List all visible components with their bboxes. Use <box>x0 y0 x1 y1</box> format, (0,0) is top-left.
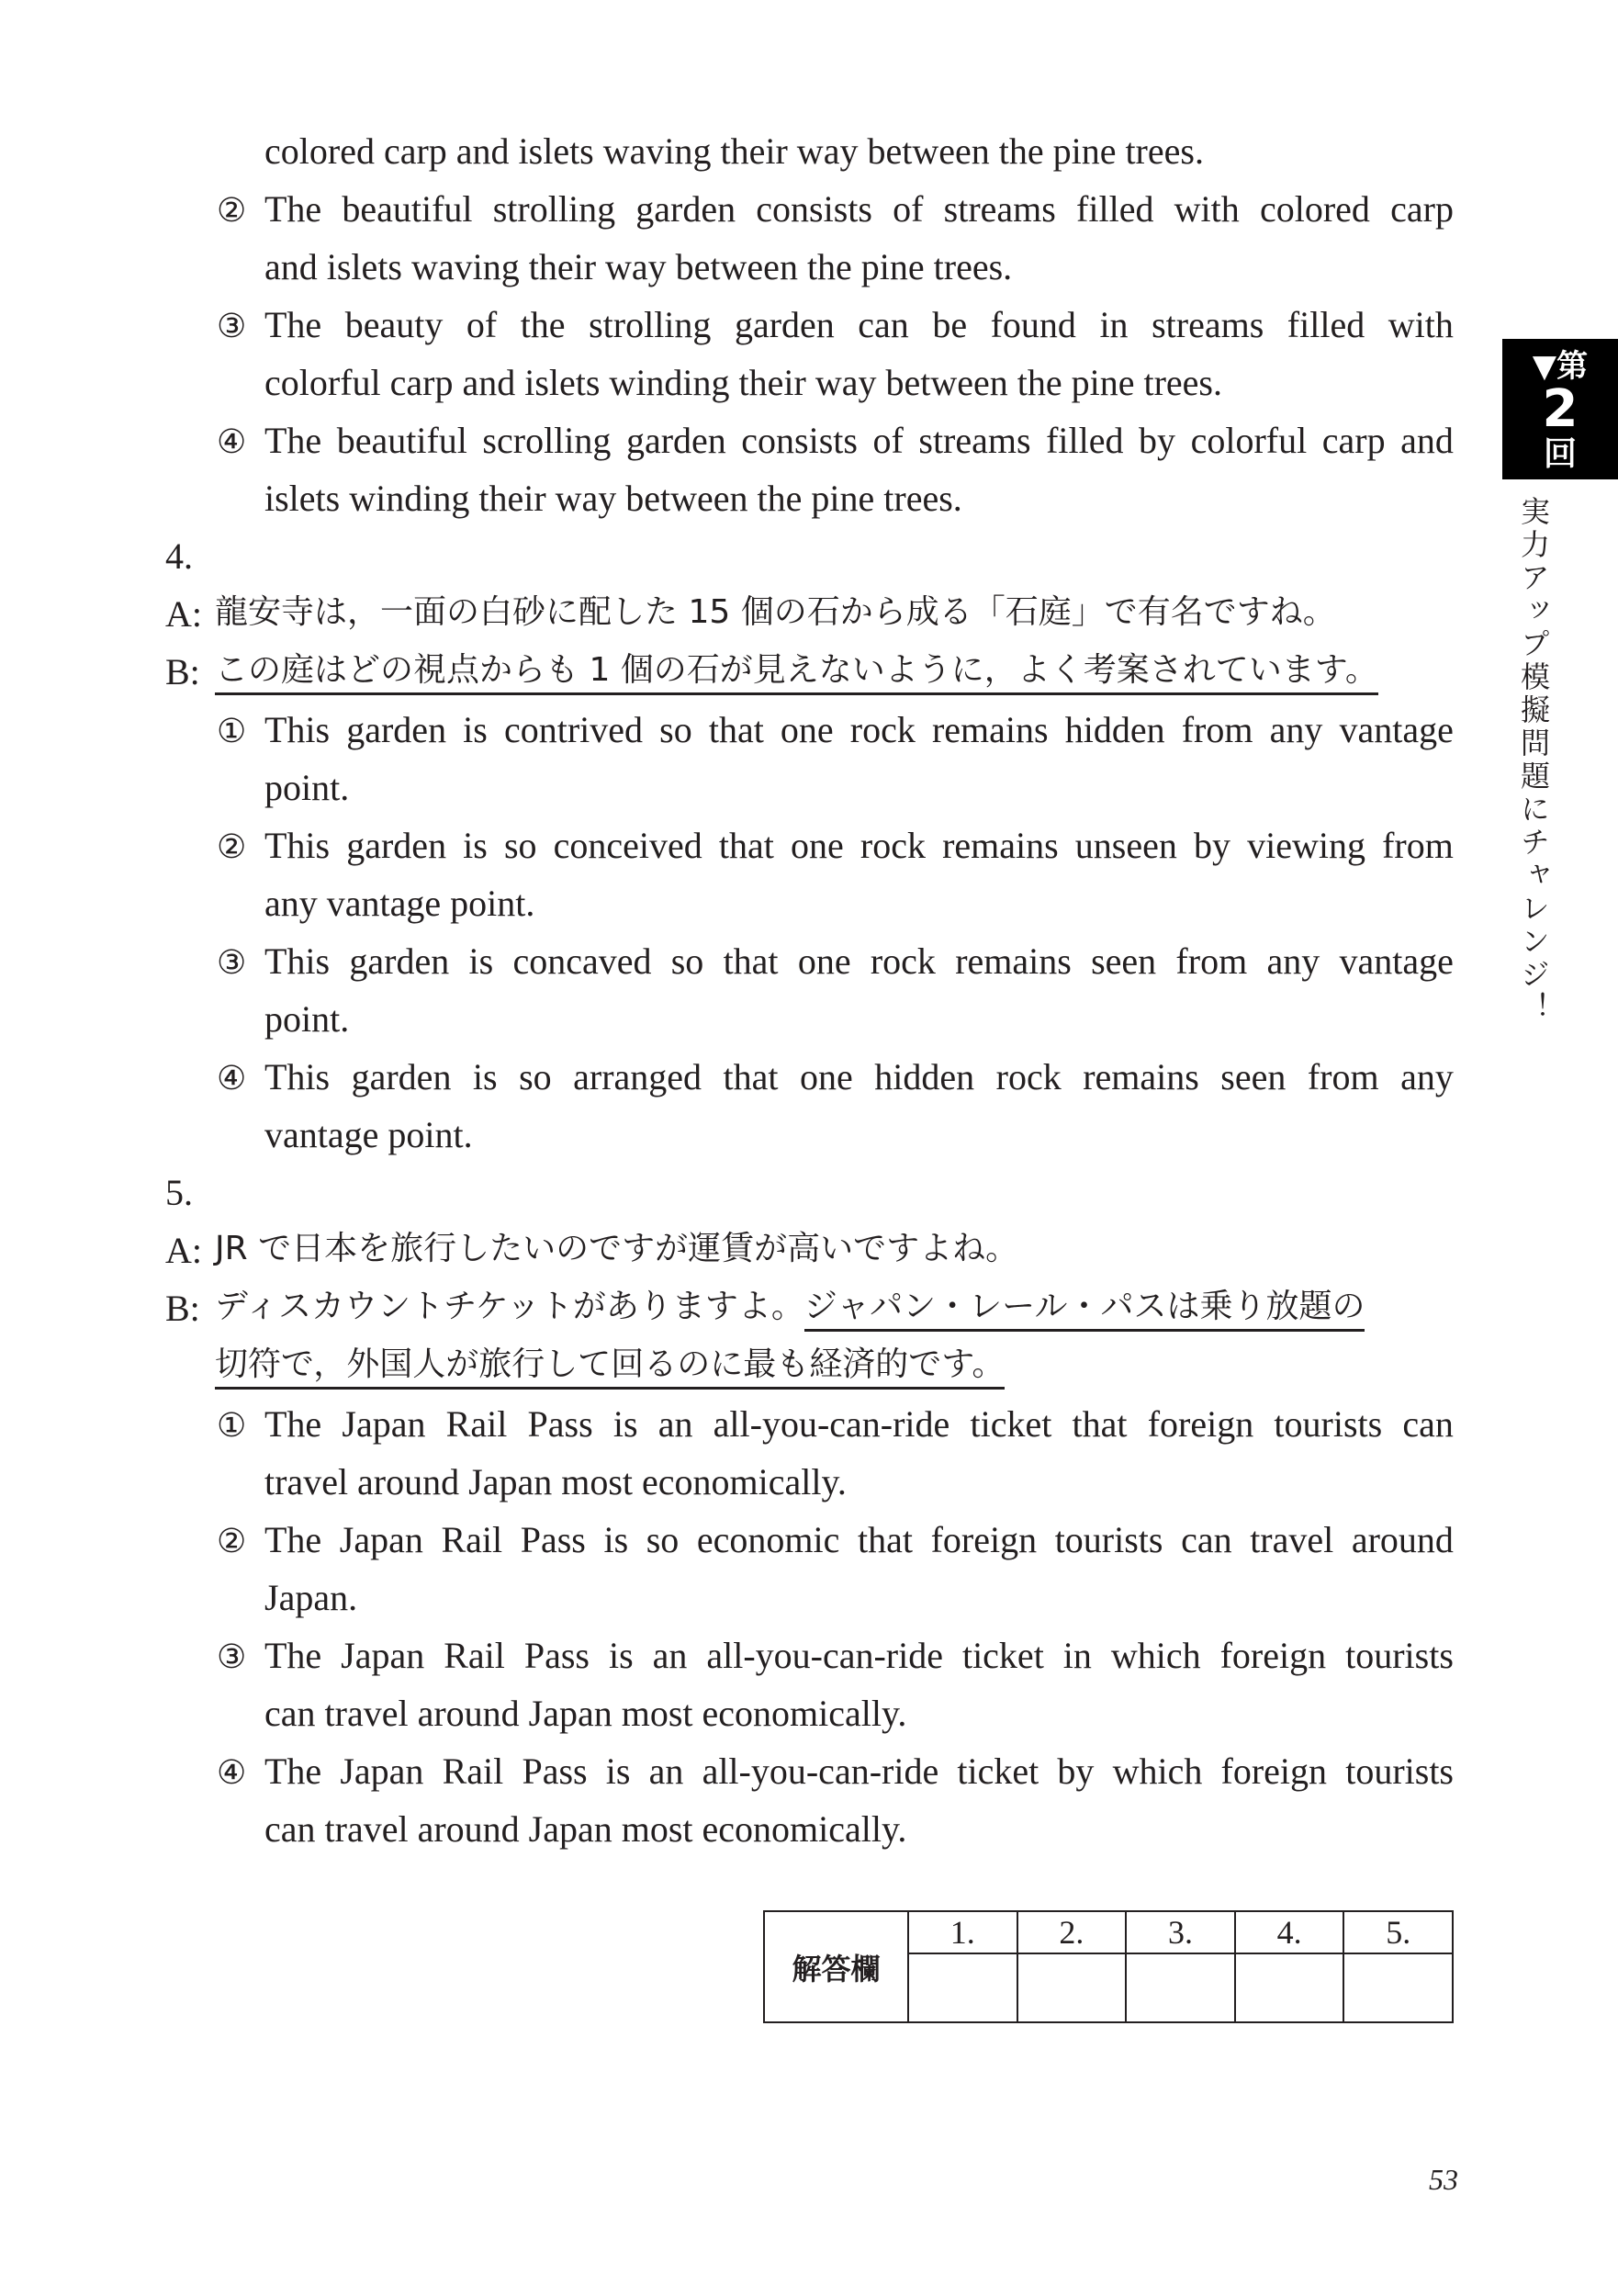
word: garden <box>635 188 736 230</box>
word: hidden <box>1064 709 1165 750</box>
word: an <box>648 1750 684 1792</box>
word: The <box>264 304 322 345</box>
word: so <box>659 709 692 750</box>
word: garden <box>351 1056 452 1097</box>
word: The <box>264 1635 322 1676</box>
word: Rail <box>441 1519 503 1560</box>
word: be <box>932 304 968 345</box>
word: is <box>603 1519 629 1560</box>
word: filled <box>1076 188 1154 230</box>
word: strolling <box>492 188 616 230</box>
word: remains <box>931 709 1049 750</box>
word: with <box>1174 188 1240 230</box>
word: concaved <box>512 940 652 982</box>
q4-option-2-line1 <box>264 827 1454 868</box>
word: unseen <box>1074 825 1177 866</box>
option-number: ④ <box>217 1060 247 1097</box>
word: The <box>264 420 322 461</box>
q4-option-4 <box>217 1059 263 1099</box>
word: viewing <box>1247 825 1365 866</box>
word: ticket <box>970 1403 1052 1445</box>
word: from <box>1382 825 1454 866</box>
q5-option-4-line2: can travel around Japan most economically. <box>264 1808 907 1850</box>
word: seen <box>1091 940 1157 982</box>
word: is <box>612 1403 638 1445</box>
word: an <box>652 1635 688 1676</box>
word: The <box>264 1750 322 1792</box>
word: one <box>800 1056 853 1097</box>
side-caption: 実力アップ模擬問題にチャレンジ！ <box>1516 496 1551 1025</box>
word: Rail <box>445 1403 508 1445</box>
answer-cell-4[interactable] <box>1235 1953 1344 2022</box>
q4-speaker-a-label: A: <box>165 593 202 635</box>
chapter-tab-number: 2 <box>1542 379 1579 439</box>
word: tourists <box>1345 1635 1454 1676</box>
word: tourists <box>1054 1519 1163 1560</box>
option-number: ② <box>217 1523 247 1560</box>
word: that <box>718 825 774 866</box>
q5-speaker-b-text <box>215 1290 1365 1331</box>
q4-option-3-line2: point. <box>264 998 350 1040</box>
word: vantage <box>1339 940 1454 982</box>
word: one <box>791 825 844 866</box>
word: so <box>670 940 704 982</box>
answer-col-header: 1. <box>908 1911 1017 1953</box>
q3-option-4 <box>217 422 263 463</box>
word: by <box>1057 1750 1095 1792</box>
answer-cell-3[interactable] <box>1126 1953 1235 2022</box>
q5-option-3-line2: can travel around Japan most economically. <box>264 1693 907 1734</box>
q3-option-1-continuation: colored carp and islets waving their way between the pine trees. <box>264 130 1204 172</box>
word: from <box>1181 709 1253 750</box>
q3-option-2-line2: and islets waving their way between the pine trees. <box>264 246 1013 287</box>
word: by <box>1139 420 1176 461</box>
word: so <box>503 825 537 866</box>
word: any <box>1269 709 1323 750</box>
word: streams <box>918 420 1031 461</box>
word: ticket <box>961 1635 1044 1676</box>
q3-option-3 <box>217 307 263 347</box>
q3-option-4-line2: islets winding their way between the pine trees. <box>264 478 962 519</box>
word: This <box>264 825 331 866</box>
word: of <box>466 304 498 345</box>
option-number: ③ <box>217 1638 247 1676</box>
word: tourists <box>1345 1750 1454 1792</box>
word: from <box>1307 1056 1379 1097</box>
q5-option-2-line1 <box>264 1519 1454 1562</box>
word: remains <box>955 940 1072 982</box>
q3-option-2 <box>217 191 263 231</box>
word: can <box>1402 1403 1454 1445</box>
word: tourists <box>1274 1403 1383 1445</box>
q4-option-2 <box>217 827 263 868</box>
word: economic <box>696 1519 840 1560</box>
word: so <box>646 1519 680 1560</box>
answer-col-header: 3. <box>1126 1911 1235 1953</box>
q4-option-1-line1 <box>264 709 1454 752</box>
q5-speaker-a-text: JR で日本を旅行したいのですが運賃が高いですよね。 <box>215 1230 1019 1267</box>
word: Pass <box>522 1750 588 1792</box>
q5-speaker-b-label: B: <box>165 1288 200 1329</box>
word: which <box>1110 1635 1201 1676</box>
word: rock <box>860 825 926 866</box>
q5-speaker-b-text-line2 <box>215 1345 1006 1389</box>
word: rock <box>849 709 916 750</box>
word: is <box>463 709 488 750</box>
word: can <box>858 304 909 345</box>
word: is <box>608 1635 634 1676</box>
q4-option-2-line2: any vantage point. <box>264 883 535 924</box>
answer-table <box>763 1910 1454 2023</box>
word: filled <box>1287 304 1365 345</box>
word: colorful <box>1190 420 1308 461</box>
word: Japan <box>340 1750 424 1792</box>
word: consists <box>756 188 872 230</box>
q5-option-1 <box>217 1406 263 1446</box>
word: The <box>264 188 322 230</box>
underlined-target-sentence: この庭はどの視点からも 1 個の石が見えないように，よく考案されています。 <box>215 651 1378 695</box>
word: garden <box>346 709 447 750</box>
word: that <box>723 1056 779 1097</box>
option-number: ① <box>217 1407 247 1445</box>
word: all-you-can-ride <box>706 1635 943 1676</box>
word: rock <box>995 1056 1062 1097</box>
word: remains <box>1083 1056 1199 1097</box>
question-number-5: 5. <box>165 1172 193 1213</box>
word: rock <box>870 940 936 982</box>
q3-option-3-line2: colorful carp and islets winding their way between the pine trees. <box>264 362 1222 403</box>
q5-option-1-line2: travel around Japan most economically. <box>264 1461 847 1503</box>
answer-col-header: 5. <box>1343 1911 1453 1953</box>
q5-option-2 <box>217 1522 263 1562</box>
word: travel <box>1250 1519 1334 1560</box>
word: any <box>1400 1056 1454 1097</box>
option-number: ④ <box>217 423 247 461</box>
word: strolling <box>589 304 712 345</box>
q5-speaker-a-label: A: <box>165 1230 202 1271</box>
word: all-you-can-ride <box>702 1750 939 1792</box>
word: that <box>858 1519 913 1560</box>
word: foreign <box>1147 1403 1254 1445</box>
word: found <box>990 304 1076 345</box>
word: Rail <box>444 1635 505 1676</box>
word: Pass <box>520 1519 586 1560</box>
word: that <box>708 709 764 750</box>
q5-option-4 <box>217 1753 263 1794</box>
chapter-tab <box>1502 339 1618 479</box>
answer-col-header: 4. <box>1235 1911 1344 1953</box>
word: beautiful <box>336 420 467 461</box>
word: beauty <box>344 304 444 345</box>
word: of <box>893 188 924 230</box>
word: the <box>520 304 566 345</box>
q4-option-3 <box>217 943 263 984</box>
word: Rail <box>442 1750 504 1792</box>
word: is <box>605 1750 631 1792</box>
q4-option-4-line2: vantage point. <box>264 1114 473 1155</box>
word: which <box>1112 1750 1203 1792</box>
word: carp <box>1390 188 1454 230</box>
word: Pass <box>527 1403 593 1445</box>
option-number: ① <box>217 713 247 750</box>
word: is <box>468 940 494 982</box>
word: around <box>1351 1519 1454 1560</box>
q4-option-1-line2: point. <box>264 767 350 808</box>
page-number: 53 <box>1429 2163 1458 2196</box>
word: that <box>723 940 779 982</box>
word: so <box>519 1056 552 1097</box>
word: garden <box>625 420 726 461</box>
answer-table-label: 解答欄 <box>764 1911 908 2022</box>
word: The <box>264 1403 322 1445</box>
q4-option-1 <box>217 712 263 752</box>
option-number: ③ <box>217 308 247 345</box>
word: garden <box>346 825 447 866</box>
option-number: ④ <box>217 1754 247 1792</box>
word: Pass <box>523 1635 590 1676</box>
word: and <box>1400 420 1454 461</box>
word: contrived <box>503 709 644 750</box>
option-number: ② <box>217 192 247 230</box>
word: garden <box>349 940 450 982</box>
answer-cell-5[interactable] <box>1343 1953 1453 2022</box>
word: filled <box>1046 420 1124 461</box>
word: streams <box>943 188 1056 230</box>
word: beautiful <box>342 188 473 230</box>
word: is <box>463 825 488 866</box>
answer-col-header: 2. <box>1017 1911 1127 1953</box>
word: seen <box>1220 1056 1287 1097</box>
q4-speaker-a-text: 龍安寺は，一面の白砂に配した 15 個の石から成る「石庭」で有名ですね。 <box>215 593 1336 631</box>
word: in <box>1062 1635 1092 1676</box>
option-number: ③ <box>217 944 247 982</box>
word: one <box>797 940 851 982</box>
word: foreign <box>930 1519 1038 1560</box>
word: garden <box>734 304 835 345</box>
chapter-tab-line1: ▼第 <box>1532 348 1589 385</box>
word: scrolling <box>482 420 612 461</box>
q3-option-3-line1 <box>264 304 1454 347</box>
word: remains <box>942 825 1059 866</box>
q4-speaker-b-text <box>215 651 1378 694</box>
q4-option-3-line1 <box>264 940 1454 984</box>
word: is <box>472 1056 498 1097</box>
word: This <box>264 1056 331 1097</box>
answer-cell-2[interactable] <box>1017 1953 1127 2022</box>
word: an <box>657 1403 693 1445</box>
underlined-target-sentence-part-2: 切符で，外国人が旅行して回るのに最も経済的です。 <box>215 1345 1005 1390</box>
word: colored <box>1259 188 1370 230</box>
word: any <box>1266 940 1320 982</box>
word: that <box>1072 1403 1128 1445</box>
q5-speaker-b-plain-text: ディスカウントチケットがありますよ。 <box>215 1288 804 1325</box>
word: of <box>872 420 904 461</box>
word: This <box>264 709 331 750</box>
word: can <box>1181 1519 1232 1560</box>
q5-option-3 <box>217 1638 263 1678</box>
word: ticket <box>957 1750 1039 1792</box>
q3-option-4-line1 <box>264 422 1454 463</box>
word: hidden <box>874 1056 975 1097</box>
word: foreign <box>1219 1635 1327 1676</box>
word: vantage <box>1339 709 1454 750</box>
underlined-target-sentence-part-1: ジャパン・レール・パスは乗り放題の <box>804 1288 1365 1332</box>
q4-option-4-line1 <box>264 1056 1454 1099</box>
word: with <box>1388 304 1454 345</box>
word: Japan <box>341 1635 425 1676</box>
word: Japan <box>339 1519 423 1560</box>
word: The <box>264 1519 322 1560</box>
word: arranged <box>573 1056 702 1097</box>
q5-option-3-line1 <box>264 1635 1454 1678</box>
word: foreign <box>1220 1750 1328 1792</box>
word: by <box>1193 825 1230 866</box>
q5-option-2-line2: Japan. <box>264 1577 358 1618</box>
word: carp <box>1321 420 1386 461</box>
word: all-you-can-ride <box>713 1403 950 1445</box>
word: Japan <box>342 1403 426 1445</box>
word: This <box>264 940 331 982</box>
chapter-tab-line3: 回 <box>1543 435 1577 473</box>
word: in <box>1099 304 1129 345</box>
question-number-4: 4. <box>165 535 193 577</box>
word: streams <box>1152 304 1264 345</box>
q3-option-2-line1 <box>264 188 1454 231</box>
q5-option-1-line1 <box>264 1403 1454 1446</box>
word: from <box>1175 940 1248 982</box>
word: one <box>780 709 834 750</box>
answer-cell-1[interactable] <box>908 1953 1017 2022</box>
word: consists <box>741 420 858 461</box>
word: conceived <box>553 825 702 866</box>
q5-option-4-line1 <box>264 1750 1454 1794</box>
option-number: ② <box>217 828 247 866</box>
q4-speaker-b-label: B: <box>165 651 200 692</box>
